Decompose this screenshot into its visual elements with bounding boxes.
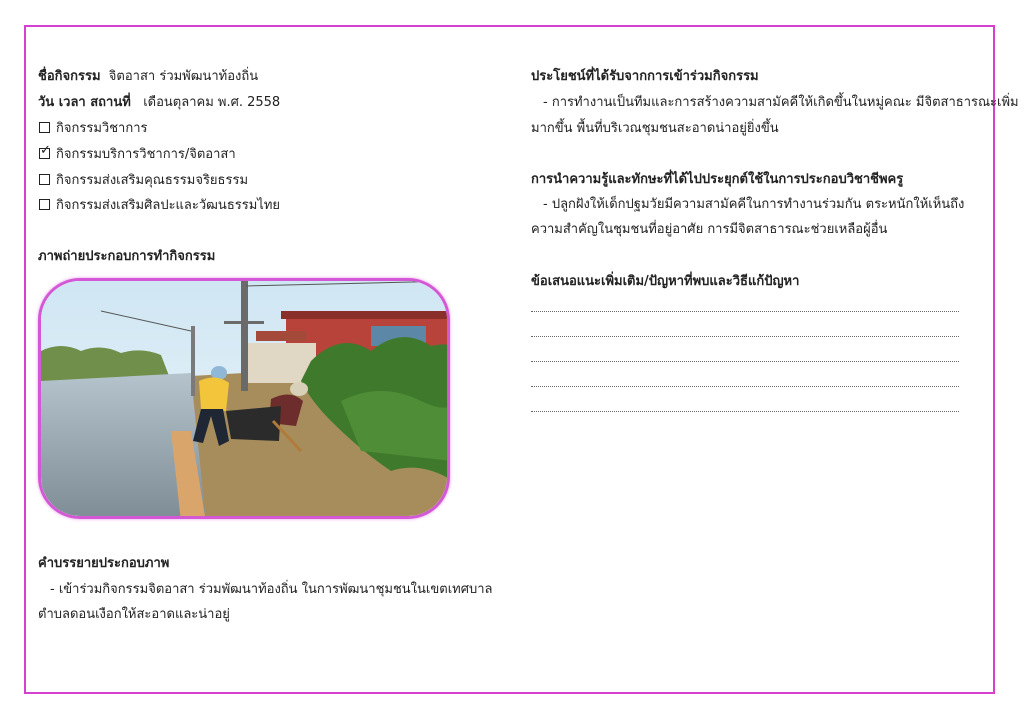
activity-name-label: ชื่อกิจกรรม <box>38 69 101 84</box>
blank-line[interactable] <box>531 411 959 412</box>
caption-heading: คำบรรยายประกอบภาพ <box>38 556 170 571</box>
checkbox-icon[interactable] <box>39 199 50 210</box>
benefit-line: มากขึ้น พื้นที่บริเวณชุมชนสะอาดน่าอยู่ยิ่งขึ้น <box>531 121 779 136</box>
suggest-heading: ข้อเสนอแนะเพิ่มเติม/ปัญหาที่พบและวิธีแก้ปัญหา <box>531 274 800 289</box>
activity-type-label: กิจกรรมส่งเสริมคุณธรรมจริยธรรม <box>56 173 249 188</box>
blank-line[interactable] <box>531 361 959 362</box>
activity-type-item <box>39 172 248 190</box>
caption-line: - เข้าร่วมกิจกรรมจิตอาสา ร่วมพัฒนาท้องถิ่น ในการพัฒนาชุมชนในเขตเทศบาล <box>50 582 493 597</box>
activity-type-label: กิจกรรมส่งเสริมศิลปะและวัฒนธรรมไทย <box>56 198 281 213</box>
activity-type-label: กิจกรรมบริการวิชาการ/จิตอาสา <box>56 147 236 162</box>
datetime-label: วัน เวลา สถานที่ <box>38 95 131 110</box>
apply-line: ความสำคัญในชุมชนที่อยู่อาศัย การมีจิตสาธารณะช่วยเหลือผู้อื่น <box>531 222 888 237</box>
activity-type-item <box>39 143 236 164</box>
activity-photo <box>38 278 450 519</box>
activity-name-value: จิตอาสา ร่วมพัฒนาท้องถิ่น <box>108 69 259 84</box>
datetime-value: เดือนตุลาคม พ.ศ. 2558 <box>143 95 281 110</box>
checkbox-checked-icon[interactable]: ✓ <box>40 143 51 158</box>
blank-line[interactable] <box>531 386 959 387</box>
blank-line[interactable] <box>531 311 959 312</box>
checkbox-icon[interactable] <box>39 122 50 133</box>
apply-line: - ปลูกฝังให้เด็กปฐมวัยมีความสามัคคีในการทำงานร่วมกัน ตระหนักให้เห็นถึง <box>543 197 965 212</box>
activity-name-row <box>38 68 258 86</box>
datetime-row <box>38 94 280 112</box>
checkbox-icon[interactable] <box>39 174 50 185</box>
activity-type-item <box>39 120 147 138</box>
benefit-line: - การทำงานเป็นทีมและการสร้างความสามัคคีให้เกิดขึ้นในหมู่คณะ มีจิตสาธารณะเพิ่ม <box>543 95 1019 110</box>
activity-type-label: กิจกรรมวิชาการ <box>56 121 148 136</box>
blank-line[interactable] <box>531 336 959 337</box>
activity-type-item <box>39 197 280 215</box>
photo-heading: ภาพถ่ายประกอบการทำกิจกรรม <box>38 249 216 264</box>
caption-line: ตำบลดอนเงือกให้สะอาดและน่าอยู่ <box>38 607 230 622</box>
apply-heading: การนำความรู้และทักษะที่ได้ไปประยุกต์ใช้ในการประกอบวิชาชีพครู <box>531 172 904 187</box>
benefit-heading: ประโยชน์ที่ได้รับจากการเข้าร่วมกิจกรรม <box>531 69 759 84</box>
